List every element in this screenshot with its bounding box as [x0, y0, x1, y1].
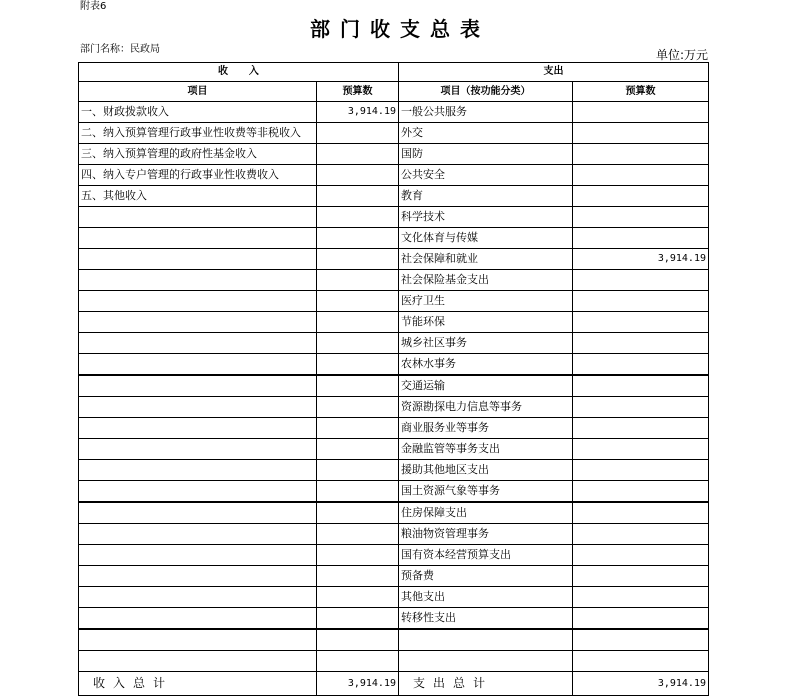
- table-row: [79, 397, 709, 418]
- expense-budget-cell: [573, 333, 709, 354]
- table-row: [79, 186, 709, 207]
- income-budget-cell: [317, 312, 399, 333]
- income-section-header: 收 入: [79, 63, 399, 82]
- expense-item-cell: 公共安全: [399, 165, 573, 186]
- income-item-cell: [79, 291, 317, 312]
- income-total-value: 3,914.19: [317, 672, 399, 696]
- expense-total-value: 3,914.19: [573, 672, 709, 696]
- table-row: [79, 123, 709, 144]
- income-budget-cell: [317, 397, 399, 418]
- expense-budget-cell: [573, 545, 709, 566]
- budget-summary-table: [78, 62, 709, 696]
- income-budget-cell: [317, 608, 399, 630]
- income-item-cell: [79, 566, 317, 587]
- income-item-cell: [79, 502, 317, 524]
- expense-budget-cell: [573, 312, 709, 333]
- totals-row: [79, 672, 709, 696]
- income-item-cell: [79, 270, 317, 291]
- table-row: [79, 481, 709, 503]
- table-row: [79, 566, 709, 587]
- income-item-cell: [79, 418, 317, 439]
- expense-budget-cell: [573, 502, 709, 524]
- expense-item-cell: 城乡社区事务: [399, 333, 573, 354]
- income-budget-cell: [317, 333, 399, 354]
- income-budget-cell: [317, 418, 399, 439]
- expense-item-cell: 援助其他地区支出: [399, 460, 573, 481]
- table-row: [79, 587, 709, 608]
- expense-budget-cell: [573, 102, 709, 123]
- income-item-cell: [79, 228, 317, 249]
- expense-item-cell: 社会保障和就业: [399, 249, 573, 270]
- expense-budget-cell: [573, 524, 709, 545]
- table-row: [79, 524, 709, 545]
- income-budget-cell: [317, 481, 399, 503]
- income-item-cell: [79, 524, 317, 545]
- expense-budget-cell: [573, 375, 709, 397]
- table-row: [79, 312, 709, 333]
- header-row-sections: [79, 63, 709, 82]
- expense-budget-cell: [573, 629, 709, 651]
- income-item-cell: 一、财政拨款收入: [79, 102, 317, 123]
- expense-item-cell: 外交: [399, 123, 573, 144]
- income-item-cell: [79, 587, 317, 608]
- expense-item-cell: 国土资源气象等事务: [399, 481, 573, 503]
- expense-budget-cell: [573, 397, 709, 418]
- income-item-cell: [79, 545, 317, 566]
- expense-budget-cell: [573, 354, 709, 376]
- income-budget-cell: [317, 249, 399, 270]
- income-item-cell: [79, 312, 317, 333]
- income-item-cell: 四、纳入专户管理的行政事业性收费收入: [79, 165, 317, 186]
- income-budget-cell: [317, 439, 399, 460]
- table-row: [79, 144, 709, 165]
- income-budget-cell: [317, 587, 399, 608]
- expense-item-cell: 金融监管等事务支出: [399, 439, 573, 460]
- header-row-columns: [79, 82, 709, 102]
- expense-budget-cell: [573, 207, 709, 228]
- expense-item-cell: 资源勘探电力信息等事务: [399, 397, 573, 418]
- expense-budget-cell: [573, 186, 709, 207]
- income-budget-cell: [317, 144, 399, 165]
- income-item-cell: [79, 481, 317, 503]
- income-item-header: 项目: [79, 82, 317, 102]
- income-budget-cell: [317, 270, 399, 291]
- expense-item-cell: 农林水事务: [399, 354, 573, 376]
- income-budget-cell: [317, 165, 399, 186]
- income-budget-cell: [317, 502, 399, 524]
- expense-item-cell: 其他支出: [399, 587, 573, 608]
- expense-item-cell: 住房保障支出: [399, 502, 573, 524]
- expense-item-cell: 预备费: [399, 566, 573, 587]
- income-item-cell: [79, 608, 317, 630]
- income-item-cell: [79, 249, 317, 270]
- table-row: [79, 608, 709, 630]
- income-item-cell: [79, 460, 317, 481]
- income-budget-cell: [317, 566, 399, 587]
- income-budget-cell: [317, 186, 399, 207]
- expense-budget-cell: [573, 460, 709, 481]
- income-budget-cell: [317, 375, 399, 397]
- expense-budget-header: 预算数: [573, 82, 709, 102]
- income-item-cell: 三、纳入预算管理的政府性基金收入: [79, 144, 317, 165]
- table-row: [79, 629, 709, 651]
- income-budget-cell: [317, 545, 399, 566]
- expense-budget-cell: [573, 608, 709, 630]
- expense-budget-cell: [573, 418, 709, 439]
- income-budget-cell: [317, 524, 399, 545]
- expense-budget-cell: [573, 587, 709, 608]
- income-budget-cell: [317, 460, 399, 481]
- attachment-label: 附表6: [80, 1, 107, 12]
- expense-budget-cell: [573, 165, 709, 186]
- table-row: [79, 270, 709, 291]
- expense-budget-cell: [573, 439, 709, 460]
- income-budget-cell: [317, 354, 399, 376]
- income-item-cell: [79, 207, 317, 228]
- income-item-cell: [79, 354, 317, 376]
- expense-item-cell: 社会保险基金支出: [399, 270, 573, 291]
- expense-item-cell: 医疗卫生: [399, 291, 573, 312]
- expense-item-cell: 商业服务业等事务: [399, 418, 573, 439]
- income-budget-cell: [317, 651, 399, 672]
- income-item-cell: [79, 333, 317, 354]
- expense-section-header: 支出: [399, 63, 709, 82]
- expense-budget-cell: [573, 291, 709, 312]
- expense-item-cell: 教育: [399, 186, 573, 207]
- income-budget-cell: [317, 207, 399, 228]
- table-row: [79, 375, 709, 397]
- income-budget-cell: [317, 228, 399, 249]
- expense-item-cell: [399, 629, 573, 651]
- table-row: [79, 165, 709, 186]
- expense-budget-cell: 3,914.19: [573, 249, 709, 270]
- expense-item-cell: 文化体育与传媒: [399, 228, 573, 249]
- table-row: [79, 249, 709, 270]
- expense-budget-cell: [573, 481, 709, 503]
- expense-item-cell: 粮油物资管理事务: [399, 524, 573, 545]
- expense-item-cell: 转移性支出: [399, 608, 573, 630]
- unit-label: 单位:万元: [655, 48, 708, 62]
- table-row: [79, 333, 709, 354]
- income-item-cell: 五、其他收入: [79, 186, 317, 207]
- expense-item-cell: 科学技术: [399, 207, 573, 228]
- expense-item-cell: 交通运输: [399, 375, 573, 397]
- expense-budget-cell: [573, 651, 709, 672]
- expense-budget-cell: [573, 270, 709, 291]
- expense-item-cell: 国防: [399, 144, 573, 165]
- table-row: [79, 228, 709, 249]
- expense-item-cell: 节能环保: [399, 312, 573, 333]
- income-item-cell: [79, 375, 317, 397]
- table-row: [79, 545, 709, 566]
- income-budget-cell: [317, 629, 399, 651]
- income-total-label: 收入总计: [79, 672, 317, 696]
- income-item-cell: [79, 397, 317, 418]
- income-item-cell: 二、纳入预算管理行政事业性收费等非税收入: [79, 123, 317, 144]
- table-row: [79, 207, 709, 228]
- income-item-cell: [79, 651, 317, 672]
- income-budget-cell: [317, 291, 399, 312]
- expense-total-label: 支出总计: [399, 672, 573, 696]
- expense-budget-cell: [573, 123, 709, 144]
- income-item-cell: [79, 439, 317, 460]
- expense-item-cell: 国有资本经营预算支出: [399, 545, 573, 566]
- expense-budget-cell: [573, 566, 709, 587]
- table-row: [79, 651, 709, 672]
- department-label: 部门名称：民政局: [80, 44, 160, 55]
- table-row: [79, 291, 709, 312]
- expense-budget-cell: [573, 144, 709, 165]
- income-budget-cell: 3,914.19: [317, 102, 399, 123]
- expense-item-cell: 一般公共服务: [399, 102, 573, 123]
- page-title: 部门收支总表: [310, 17, 490, 41]
- table-row: [79, 354, 709, 376]
- table-row: [79, 502, 709, 524]
- table-row: [79, 418, 709, 439]
- expense-item-cell: [399, 651, 573, 672]
- income-item-cell: [79, 629, 317, 651]
- income-budget-header: 预算数: [317, 82, 399, 102]
- table-row: [79, 102, 709, 123]
- expense-item-header: 项目（按功能分类）: [399, 82, 573, 102]
- table-row: [79, 439, 709, 460]
- table-row: [79, 460, 709, 481]
- income-budget-cell: [317, 123, 399, 144]
- expense-budget-cell: [573, 228, 709, 249]
